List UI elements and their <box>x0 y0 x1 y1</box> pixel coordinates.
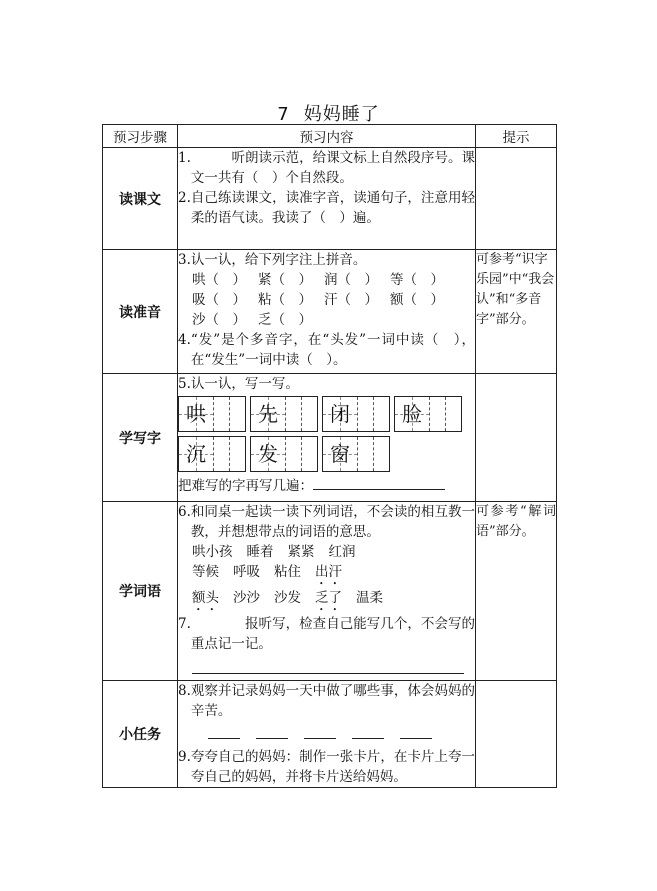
practice-cell[interactable] <box>373 397 389 431</box>
word: 温柔 <box>356 590 383 606</box>
writing-grid-row-1 <box>178 396 475 432</box>
blank-lines <box>178 725 475 745</box>
word: 粘住 <box>274 564 301 580</box>
row-writing <box>103 374 557 502</box>
pinyin-char: 吸（ ） <box>192 292 246 308</box>
model-char: 先 <box>258 402 278 426</box>
item-8: 8. 观察并记录妈妈一天中做了哪些事，体会妈妈的辛苦。 <box>178 683 475 719</box>
model-char: 闭 <box>330 402 350 426</box>
content-cell <box>178 502 476 681</box>
answer-line[interactable] <box>313 489 445 490</box>
answer-line[interactable] <box>304 728 336 739</box>
lesson-number: 7 <box>277 104 290 125</box>
pinyin-char: 等（ ） <box>390 272 444 288</box>
answer-line[interactable] <box>208 728 240 739</box>
pinyin-char: 额（ ） <box>390 292 444 308</box>
content-cell <box>178 250 476 374</box>
tip-cell: 可参考“识字乐园”中“我会认”和“多音字”部分。 <box>476 250 557 374</box>
step-label: 读课文 <box>103 148 178 250</box>
row-vocabulary <box>103 502 557 681</box>
tip-cell <box>476 374 557 502</box>
rewrite-line <box>178 476 475 496</box>
pinyin-char: 紧（ ） <box>258 272 312 288</box>
content-cell <box>178 148 476 250</box>
item-3: 3. 认一认，给下列字注上拼音。 <box>178 252 367 268</box>
answer-line[interactable] <box>400 728 432 739</box>
practice-cell[interactable] <box>301 437 317 471</box>
writing-box <box>394 396 462 432</box>
answer-line[interactable] <box>192 673 464 674</box>
practice-cell[interactable] <box>285 397 301 431</box>
pinyin-char: 哄（ ） <box>192 272 246 288</box>
lesson-title: 妈妈睡了 <box>303 104 380 125</box>
writing-box <box>250 396 318 432</box>
content-cell <box>178 374 476 502</box>
step-label: 学词语 <box>103 502 178 681</box>
answer-line[interactable] <box>352 728 384 739</box>
tip-cell <box>476 681 557 788</box>
item-9: 9. 夸夸自己的妈妈：制作一张卡片，在卡片上夸一夸自己的妈妈，并将卡片送给妈妈。 <box>178 749 475 785</box>
dotted-word: 乏了 <box>315 590 342 606</box>
step-label: 小任务 <box>103 681 178 788</box>
pinyin-char: 沙（ ） <box>192 312 246 328</box>
word-list-1 <box>178 542 475 562</box>
writing-box <box>178 436 246 472</box>
practice-cell[interactable] <box>285 437 301 471</box>
answer-line-wrap <box>178 660 475 680</box>
word: 哄小孩 <box>192 544 233 560</box>
practice-cell[interactable] <box>213 397 229 431</box>
practice-cell[interactable] <box>301 397 317 431</box>
header-row <box>103 125 557 148</box>
writing-box <box>250 436 318 472</box>
tip-cell: 可参考“解词语”部分。 <box>476 502 557 681</box>
content-cell <box>178 681 476 788</box>
word: 紧紧 <box>287 544 315 560</box>
writing-box <box>178 396 246 432</box>
step-label: 学写字 <box>103 374 178 502</box>
practice-cell[interactable] <box>213 437 229 471</box>
model-char: 脸 <box>402 402 422 426</box>
practice-cell[interactable] <box>229 397 245 431</box>
practice-cell[interactable] <box>445 397 461 431</box>
word: 等候 <box>192 564 219 580</box>
practice-cell[interactable] <box>357 397 373 431</box>
word-list-2 <box>178 562 475 588</box>
writing-grid-row-2 <box>178 436 475 472</box>
page-title <box>0 100 657 126</box>
practice-cell[interactable] <box>229 437 245 471</box>
row-pronunciation <box>103 250 557 374</box>
dotted-word: 额头 <box>192 590 219 606</box>
practice-cell[interactable] <box>357 437 373 471</box>
header-step: 预习步骤 <box>103 125 178 148</box>
item-1: 1. 听朗读示范，给课文标上自然段序号。课文一共有（ ）个自然段。 <box>178 150 475 186</box>
item-4: 4. “发”是个多音字，在“头发”一词中读（ ），在“发生”一词中读（ ）。 <box>178 332 475 368</box>
dotted-word: 出汗 <box>315 564 342 580</box>
word: 红润 <box>328 544 356 560</box>
header-content: 预习内容 <box>178 125 476 148</box>
item-5: 5. 认一认，写一写。 <box>178 376 299 392</box>
item-6: 6. 和同桌一起读一读下列词语，不会读的相互教一教，并想想带点的词语的意思。 <box>178 504 475 540</box>
practice-cell[interactable] <box>429 397 445 431</box>
model-char: 发 <box>258 442 278 466</box>
pinyin-char: 汗（ ） <box>324 292 378 308</box>
row-read-text <box>103 148 557 250</box>
pinyin-char: 润（ ） <box>324 272 378 288</box>
practice-cell[interactable] <box>373 437 389 471</box>
header-tip: 提示 <box>476 125 557 148</box>
step-label: 读准音 <box>103 250 178 374</box>
model-char: 沉 <box>186 442 206 466</box>
item-2: 2. 自己练读课文，读准字音，读通句子，注意用轻柔的语气读。我读了（ ）遍。 <box>178 190 475 226</box>
model-char: 窗 <box>330 442 350 466</box>
word: 睡着 <box>246 544 274 560</box>
preview-table <box>102 124 557 788</box>
pinyin-grid <box>178 270 475 330</box>
tip-cell <box>476 148 557 250</box>
word: 沙发 <box>274 590 301 606</box>
rewrite-label: 把难写的字再写几遍： <box>178 478 313 494</box>
row-task <box>103 681 557 788</box>
pinyin-char: 乏（ ） <box>258 312 312 328</box>
word: 沙沙 <box>233 590 260 606</box>
item-7: 7. 报听写，检查自己能写几个，不会写的重点记一记。 <box>178 616 475 652</box>
writing-box <box>322 396 390 432</box>
pinyin-char: 粘（ ） <box>258 292 312 308</box>
answer-line[interactable] <box>256 728 288 739</box>
model-char: 哄 <box>186 402 206 426</box>
word-list-3 <box>178 588 475 614</box>
word: 呼吸 <box>233 564 260 580</box>
writing-box <box>322 436 390 472</box>
